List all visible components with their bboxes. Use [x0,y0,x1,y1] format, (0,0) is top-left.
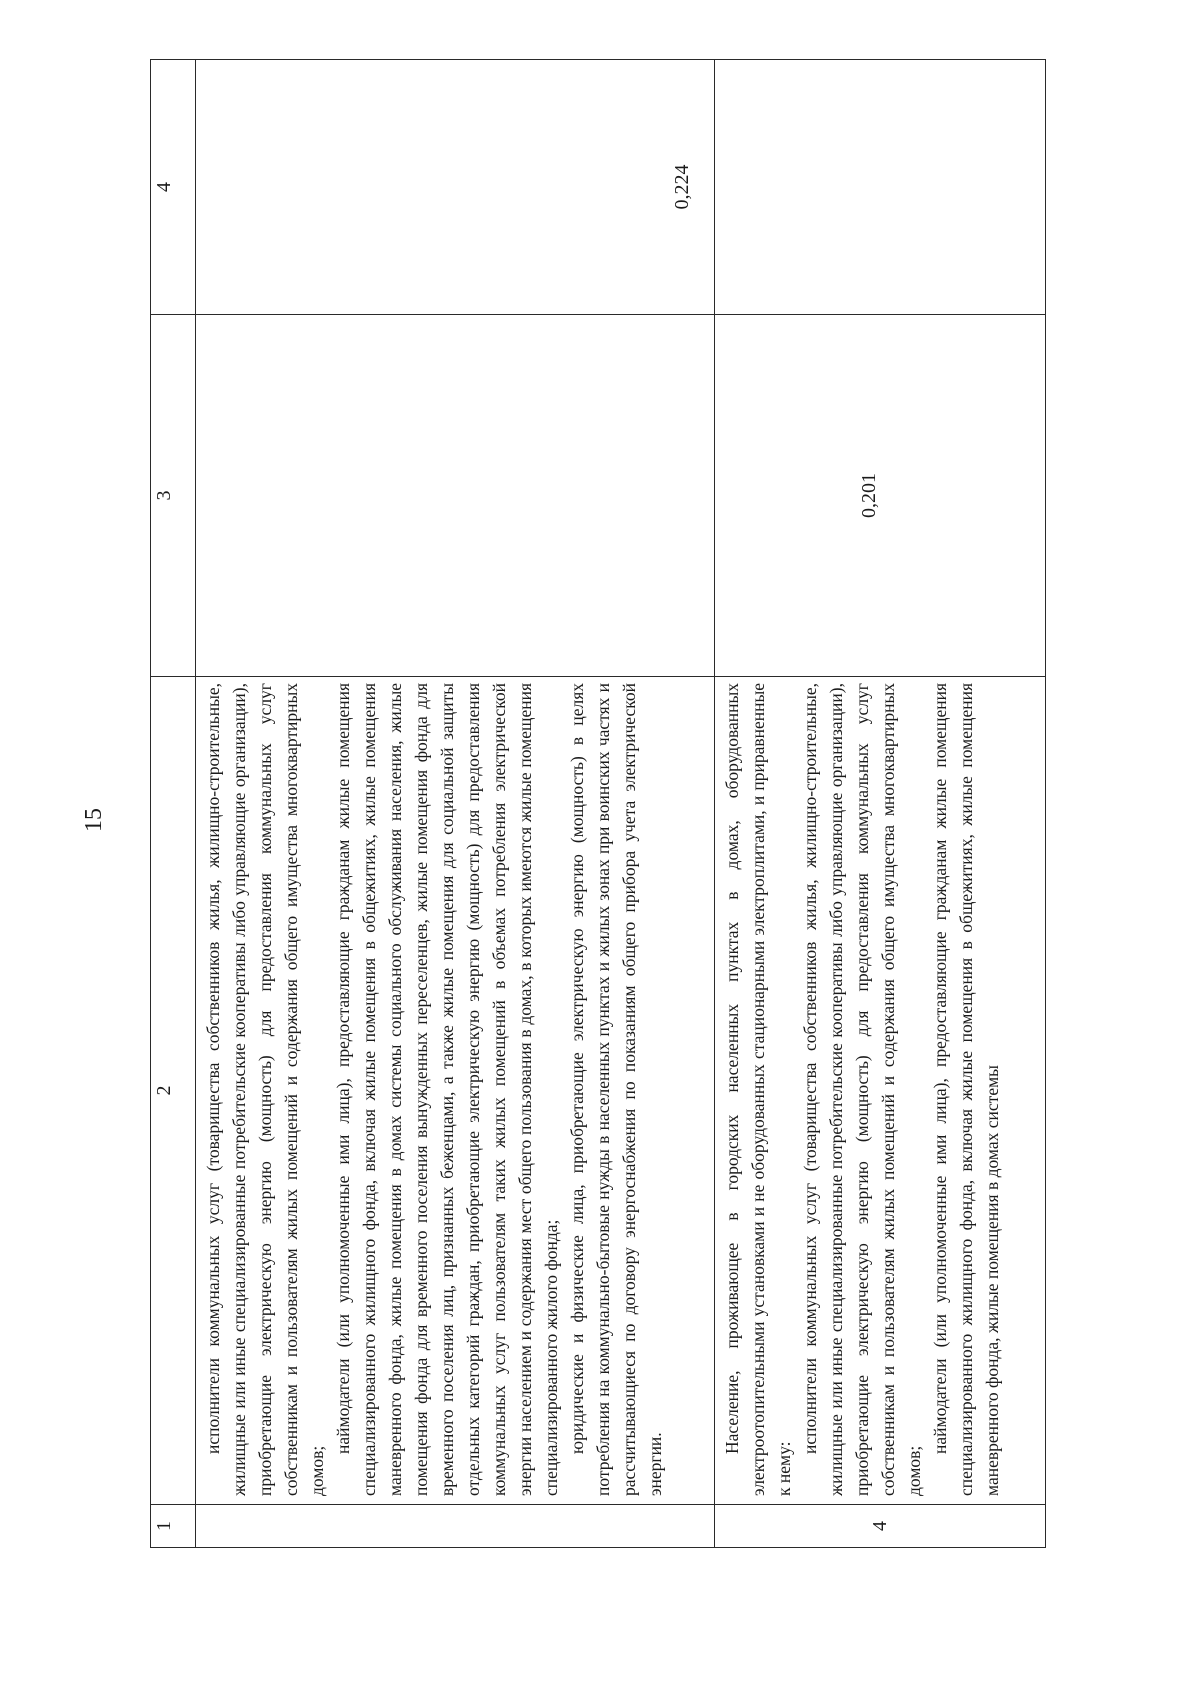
paragraph: Население, проживающее в городских населенных пунктах в домах, оборудованных электроотопительными установками и не оборудованных стационарными электроплитами, и приравненные к нему: [722,683,794,1496]
header-col-2: 2 [151,677,196,1505]
value-col-4-cell [196,60,715,315]
value-col-4-cell [671,60,1046,315]
value-col-3-cell [196,315,715,677]
table-row [196,60,715,1548]
header-col-3: 3 [151,315,196,677]
value-col-3: 0,201 [858,473,880,518]
value-col-3-cell [715,315,1046,677]
paragraph: наймодатели (или уполномоченные ими лица), предоставляющие гражданам жилые помещения специализированного жилищного фонда, включая жилые помещения в общежитиях, жилые помещения маневренного фонда, жилые помещения в домах системы социального обслуживания населения, жилые помещения фонда для временного поселения вынужденных переселенцев, жилые помещения фонда для временного поселения лиц, признанных беженцами, а также жилые помещения для социальной защиты отдельных категорий граждан, приобретающие электрическую энергию (мощность) для предоставления коммунальных услуг пользователям таких жилых помещений в объемах потребления электрической энергии населением и содержания мест общего пользования в домах, в которых имеются жилые помещения специализированного жилого фонда; [333,683,561,1496]
tariff-table-wrapper [150,60,1042,1548]
consumer-description-cell [715,677,1046,1505]
header-col-4: 4 [151,60,196,315]
value-col-4: 0,224 [671,164,693,210]
paragraph: исполнители коммунальных услуг (товарищества собственников жилья, жилищно-строительные, жилищные или иные специализированные потребительские кооперативы либо управляющие организации), приобретающие электрическую энергию (мощность) для предоставления коммунальных услуг собственникам и пользователям жилых помещений и содержания общего имущества многоквартирных домов; [800,683,924,1496]
tariff-table [150,59,1046,1548]
consumer-description-cell [196,677,715,1505]
paragraph: юридические и физические лица, приобретающие электрическую энергию (мощность) в целях потребления на коммунально-бытовые нужды в населенных пунктах и жилых зонах при воинских частях и рассчитывающиеся по договору энергоснабжения по показаниям общего прибора учета электрической энергии. [567,683,665,1496]
header-col-1: 1 [151,1505,196,1548]
paragraph: исполнители коммунальных услуг (товарищества собственников жилья, жилищно-строительные, жилищные или иные специализированные потребительские кооперативы либо управляющие организации), приобретающие электрическую энергию (мощность) для предоставления коммунальных услуг собственникам и пользователям жилых помещений и содержания общего имущества многоквартирных домов; [203,683,327,1496]
paragraph: наймодатели (или уполномоченные ими лица), предоставляющие гражданам жилые помещения специализированного жилищного фонда, включая жилые помещения в общежитиях, жилые помещения маневренного фонда, жилые помещения в домах системы [930,683,1002,1496]
table-header-row [151,60,196,1548]
row-number-cell: 4 [715,1505,1046,1548]
row-number-cell [196,1505,715,1548]
page-number: 15 [81,808,107,832]
table-row [715,60,1046,1548]
